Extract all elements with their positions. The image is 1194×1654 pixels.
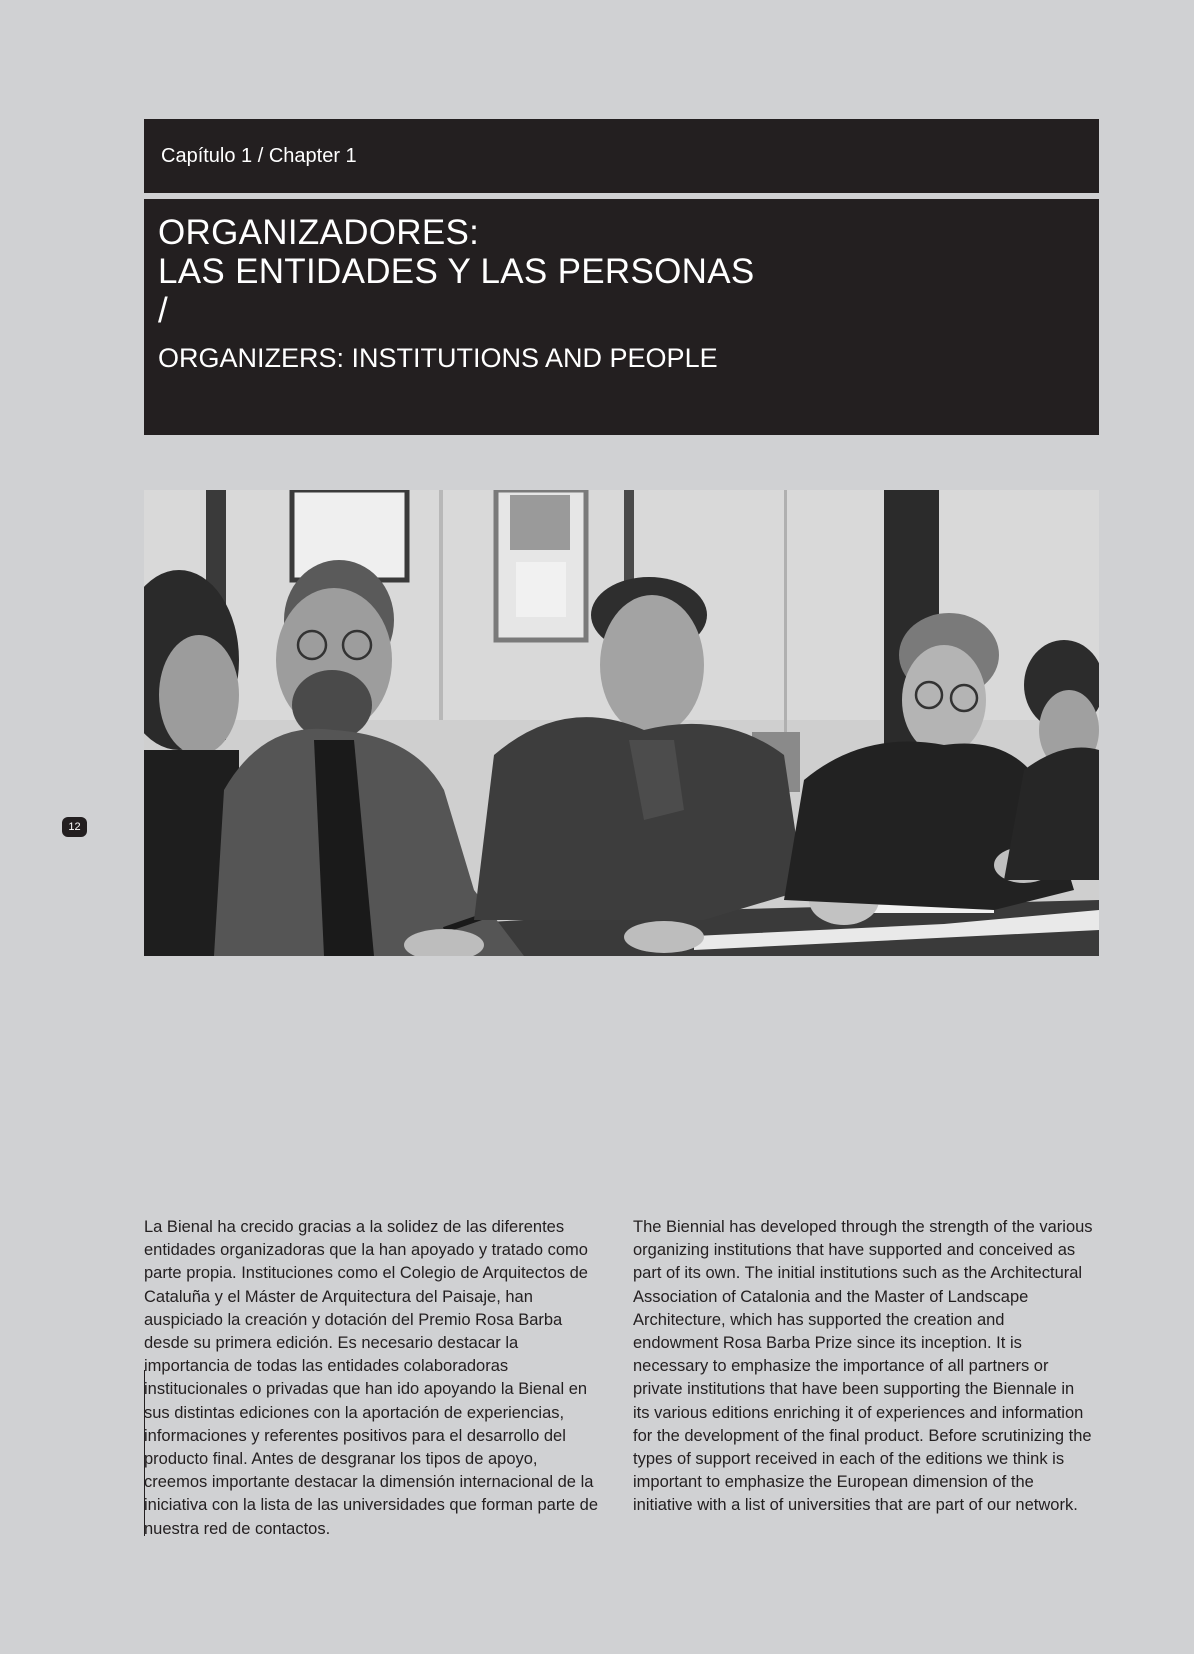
meeting-photo <box>144 490 1099 956</box>
body-text-spanish: La Bienal ha crecido gracias a la solidez de las diferentes entidades organizadoras que la han apoyado y tratado como parte propia. Instituciones como el Colegio de Arquitectos de Cataluña y el Máster de Arquitectura del Paisaje, han auspiciado la creación y dotación del Premio Rosa Barba desde su primera edición. Es necesario destacar la importancia de todas las entidades colaboradoras institucionales o privadas que han ido apoyando la Bienal en sus distintas ediciones con la aportación de experiencias, informaciones y referentes positivos para el desarrollo del producto final. Antes de desgranar los tipos de apoyo, creemos importante destacar la dimensión internacional de la iniciativa con la lista de las universidades que forman parte de nuestra red de contactos. <box>144 1218 599 1538</box>
chapter-title-block <box>144 199 1099 435</box>
chapter-title-spanish <box>158 213 1099 330</box>
chapter-header-bar <box>144 119 1099 193</box>
title-es-line1: ORGANIZADORES: <box>158 213 480 252</box>
page-number-badge: 12 <box>62 817 87 837</box>
meeting-photo-illustration <box>144 490 1099 956</box>
title-es-line2: LAS ENTIDADES Y LAS PERSONAS <box>158 252 755 291</box>
body-text-english: The Biennial has developed through the strength of the various organizing institutions that have supported and conceived as part of its own. The initial institutions such as the Architectural Association of Catalonia and the Master of Landscape Architecture, which has supported the creation and endowment Rosa Barba Prize since its inception. It is necessary to emphasize the importance of all partners or private institutions that have been supporting the Biennale in its various editions enriching it of experiences and information for the development of the final product. Before scrutinizing the types of support received in each of the editions we think is important to emphasize the European dimension of the initiative with a list of universities that are part of our network. <box>633 1218 1093 1515</box>
chapter-label: Capítulo 1 / Chapter 1 <box>161 144 357 167</box>
chapter-title-english: ORGANIZERS: INSTITUTIONS AND PEOPLE <box>158 343 718 373</box>
title-separator: / <box>158 291 169 330</box>
